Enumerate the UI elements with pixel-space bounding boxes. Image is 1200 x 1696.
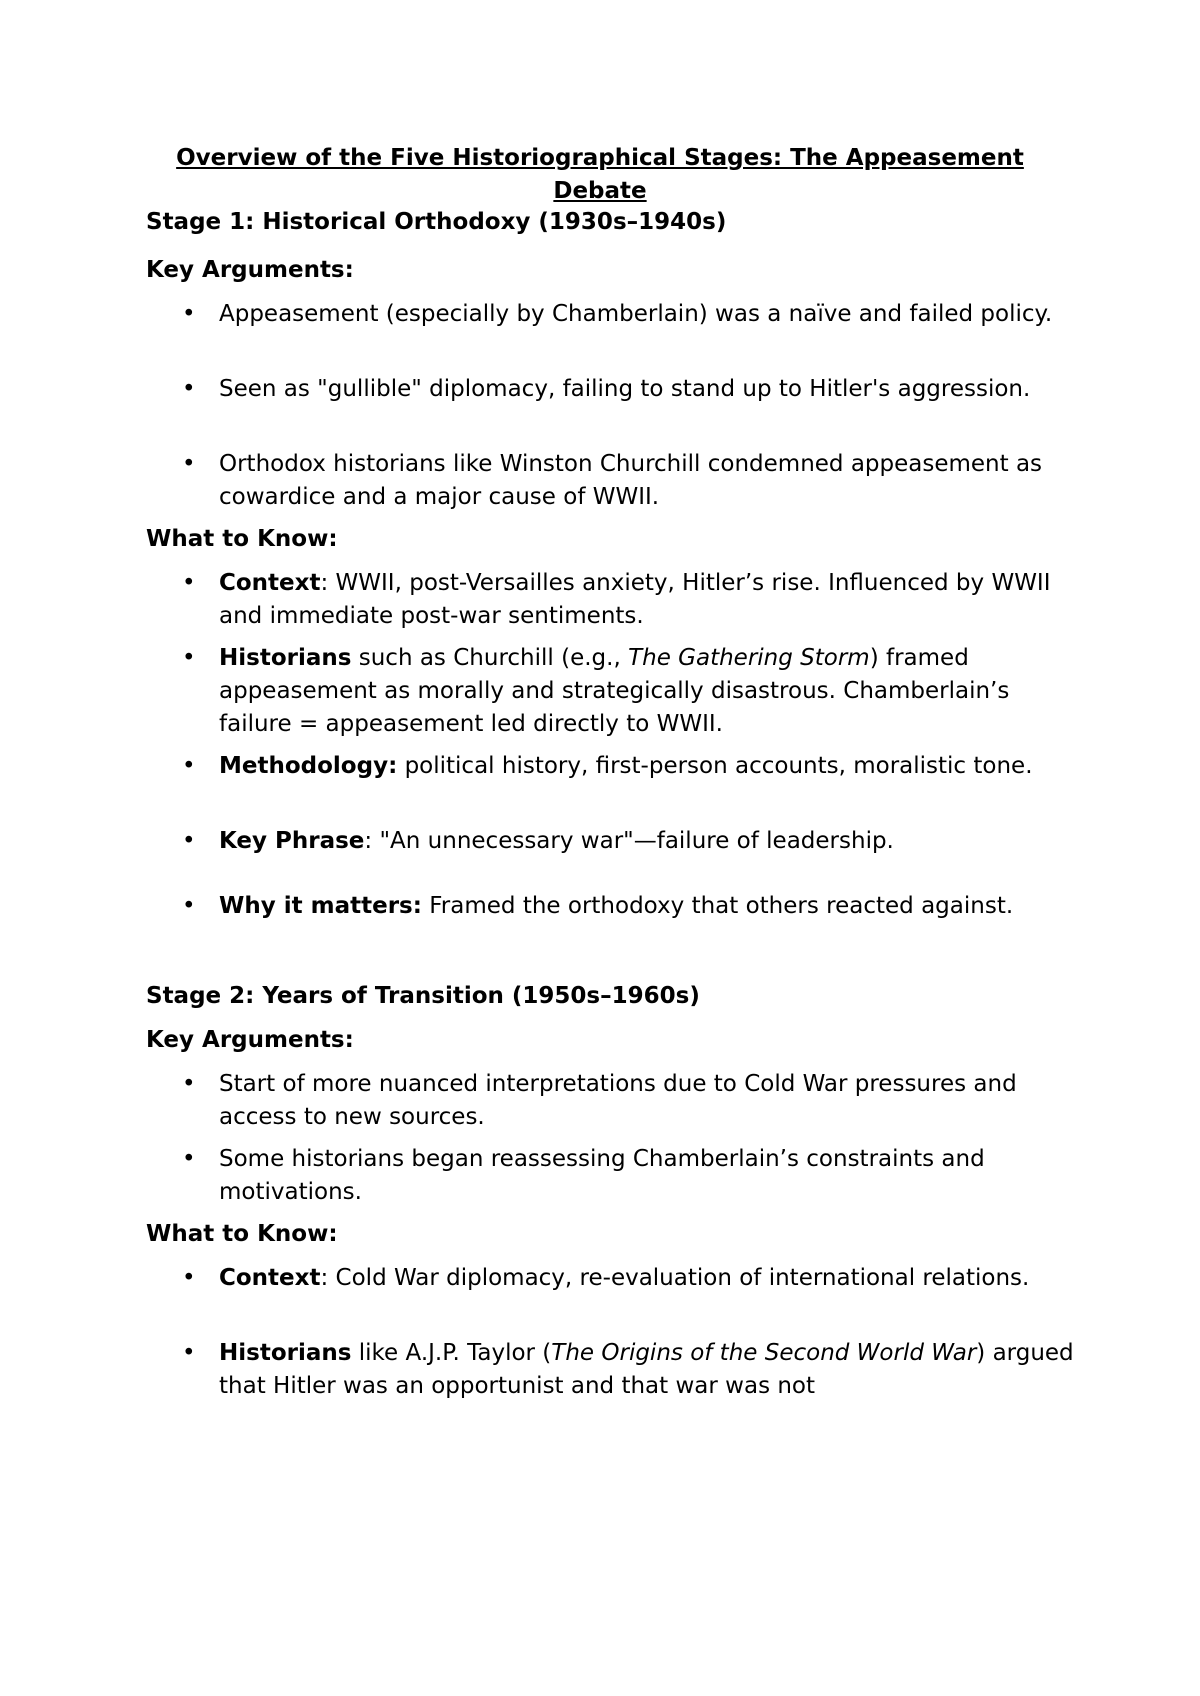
bullet-icon: • [182,753,196,779]
bullet-icon: • [182,1071,196,1097]
bullet-icon: • [182,451,196,477]
bullet-icon: • [182,376,196,402]
stage2-what-to-know-heading: What to Know: [146,1221,338,1247]
stage1-key-arguments-heading: Key Arguments: [146,257,354,283]
bullet-icon: • [182,828,196,854]
stage1-key-argument-2: • Seen as "gullible" diplomacy, failing to stand up to Hitler's aggression. [146,373,1076,406]
stage1-heading: Stage 1: Historical Orthodoxy (1930s–1940s) [146,209,727,235]
stage2-key-arguments-heading: Key Arguments: [146,1027,354,1053]
stage2-historians-item: • Historians like A.J.P. Taylor (The Origins of the Second World War) argued that Hitler was an opportunist and that war was not [146,1337,1076,1403]
bullet-icon: • [182,645,196,671]
stage1-key-argument-1: • Appeasement (especially by Chamberlain) was a naïve and failed policy. [146,298,1076,331]
key-phrase-label: Key Phrase [219,828,365,854]
document-title: Overview of the Five Historiographical Stages: The Appeasement Debate [176,145,1024,204]
context-label: Context [219,570,321,596]
bullet-icon: • [182,1146,196,1172]
stage1-what-to-know-heading: What to Know: [146,526,338,552]
stage1-key-argument-3: • Orthodox historians like Winston Churchill condemned appeasement as cowardice and a major cause of WWII. [146,448,1076,514]
methodology-label: Methodology: [219,753,398,779]
historians-label: Historians [219,645,352,671]
context-label: Context [219,1265,321,1291]
stage2-key-argument-1: • Start of more nuanced interpretations due to Cold War pressures and access to new sources. [146,1068,1076,1134]
bullet-icon: • [182,893,196,919]
book-title: The Gathering Storm [628,645,870,671]
historians-label: Historians [219,1340,352,1366]
stage1-context-item: • Context: WWII, post-Versailles anxiety, Hitler’s rise. Influenced by WWII and immediate post-war sentiments. [146,567,1076,633]
why-it-matters-label: Why it matters: [219,893,422,919]
stage2-context-item: • Context: Cold War diplomacy, re-evaluation of international relations. [146,1262,1076,1295]
bullet-icon: • [182,301,196,327]
stage1-historians-item: • Historians such as Churchill (e.g., The Gathering Storm) framed appeasement as morally and strategically disastrous. Chamberlain’s failure = appeasement led directly to WWII. [146,642,1076,741]
bullet-icon: • [182,1265,196,1291]
stage2-heading: Stage 2: Years of Transition (1950s–1960s) [146,983,700,1009]
stage1-methodology-item: • Methodology: political history, first-person accounts, moralistic tone. [146,750,1076,783]
bullet-icon: • [182,570,196,596]
bullet-icon: • [182,1340,196,1366]
stage2-key-argument-2: • Some historians began reassessing Chamberlain’s constraints and motivations. [146,1143,1076,1209]
book-title: The Origins of the Second World War [551,1340,977,1366]
stage1-key-phrase-item: • Key Phrase: "An unnecessary war"—failure of leadership. [146,825,1076,858]
stage1-why-it-matters-item: • Why it matters: Framed the orthodoxy that others reacted against. [146,890,1076,923]
